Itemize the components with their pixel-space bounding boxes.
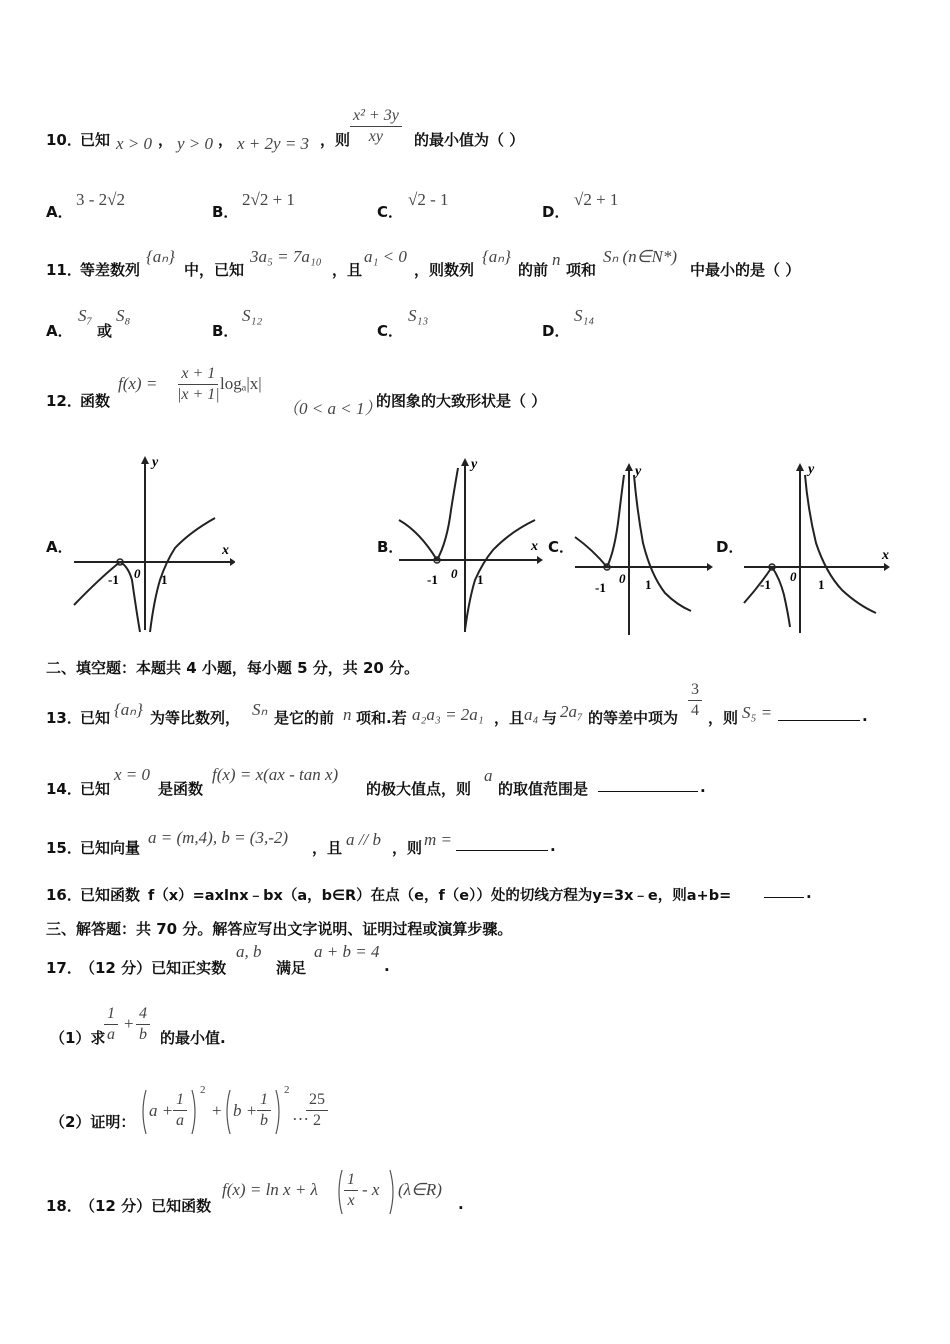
q10-option-a: 3 - 2√2 xyxy=(76,190,125,209)
q15-answer-blank[interactable] xyxy=(456,836,548,851)
q15-number: 15． xyxy=(46,839,82,857)
q18-end: . xyxy=(458,1195,464,1213)
fraction-denominator: 2 xyxy=(313,1112,321,1129)
fraction-numerator: 1 xyxy=(173,1090,187,1111)
q13-n: n xyxy=(343,705,352,724)
q17-part2-frac1 xyxy=(173,1090,187,1131)
y-axis-arrow xyxy=(461,458,469,466)
q16-statement: f（x）=axlnx﹣bx（a，b∈R）在点（e，f（e））处的切线方程为y=3x﹣e，则a+b= xyxy=(148,888,732,904)
q18-number: 18． xyxy=(46,1197,82,1215)
q10-option-d: √2 + 1 xyxy=(574,190,619,209)
origin-label: 0 xyxy=(451,566,458,581)
one-label: 1 xyxy=(645,577,652,592)
q10-cond-y: y > 0 xyxy=(177,134,214,153)
fraction-denominator: a xyxy=(176,1112,184,1129)
curve-right xyxy=(465,520,535,630)
q17-part1-fraction1 xyxy=(104,1004,118,1045)
curve-right xyxy=(150,518,215,632)
fraction-numerator: 4 xyxy=(136,1004,150,1025)
q13-s5: S₅ = xyxy=(742,703,773,722)
x-axis-arrow xyxy=(230,558,235,566)
q15-vectors: a = (m,4), b = (3,-2) xyxy=(148,828,289,847)
q11-option-a-or: 或 xyxy=(97,322,113,340)
y-label: y xyxy=(635,464,642,479)
q11-sequence: {aₙ} xyxy=(482,247,511,266)
q17-part1-label: （1）求 xyxy=(50,1029,106,1047)
q14-number: 14． xyxy=(46,780,82,798)
origin-label: 0 xyxy=(790,569,797,584)
q17-part2-square: 2 xyxy=(200,1084,206,1096)
fraction-numerator: 1 xyxy=(344,1170,358,1191)
x-axis-arrow xyxy=(707,563,713,571)
q12-graph-a xyxy=(70,450,235,635)
q11-sequence: {aₙ} xyxy=(146,247,175,266)
curve-left xyxy=(74,562,140,632)
q13-a4: a₄ xyxy=(524,705,539,724)
q17-ab: a, b xyxy=(236,942,262,961)
q13-sn: Sₙ xyxy=(252,700,268,719)
q13-text: 已知 xyxy=(80,709,111,727)
q12-number: 12． xyxy=(46,392,82,410)
fraction-numerator: 25 xyxy=(306,1090,328,1111)
q13-text: 是它的前 xyxy=(274,709,335,727)
q11-condition: 3a₅ = 7a₁₀ xyxy=(250,247,322,266)
fraction-denominator: a xyxy=(107,1026,115,1043)
q15-m: m = xyxy=(424,830,452,849)
q13-fraction xyxy=(688,680,702,721)
q11-option-c: S₁₃ xyxy=(408,306,429,325)
paren-open xyxy=(227,1090,230,1134)
fraction-denominator: b xyxy=(139,1026,147,1043)
neg-one-label: -1 xyxy=(427,572,438,587)
q11-option-d: S₁₄ xyxy=(574,306,595,325)
y-label: y xyxy=(808,462,815,477)
q11-number: 11． xyxy=(46,261,82,279)
q12-graph-b xyxy=(395,450,545,635)
q12-option-c-label: C． xyxy=(548,538,575,556)
q11-text: 项和 xyxy=(566,261,597,279)
q17-end: . xyxy=(384,957,390,975)
q11-option-b-label: B． xyxy=(212,322,239,340)
q10-option-a-label: A． xyxy=(46,203,73,221)
q14-text: 的取值范围是 xyxy=(498,780,589,798)
q18-function: f(x) = ln x + λ xyxy=(222,1180,318,1199)
q11-option-a-label: A． xyxy=(46,322,73,340)
q10-cond-x: x > 0 xyxy=(116,134,153,153)
q14-answer-blank[interactable] xyxy=(598,777,698,792)
fraction-denominator: |x + 1| xyxy=(177,386,220,403)
q10-sep: ， xyxy=(158,131,174,149)
q17-part1-tail: 的最小值. xyxy=(160,1029,226,1047)
curve-left xyxy=(744,567,790,627)
q14-text: 的极大值点，则 xyxy=(366,780,472,798)
q11-text: 等差数列 xyxy=(80,261,141,279)
q11-sn: Sₙ (n∈N*) xyxy=(603,247,677,266)
q13-end: . xyxy=(862,707,868,725)
y-axis-arrow xyxy=(625,463,633,471)
q12-fraction xyxy=(174,364,223,405)
one-label: 1 xyxy=(818,577,825,592)
q11-n: n xyxy=(552,250,561,269)
x-label: x xyxy=(222,543,229,558)
curve-left xyxy=(575,475,624,567)
section-solution-heading: 三、解答题：共 70 分。解答应写出文字说明、证明过程或演算步骤。 xyxy=(46,920,513,938)
q11-text: 的前 xyxy=(518,261,549,279)
x-label: x xyxy=(882,548,889,563)
fraction-numerator: x + 1 xyxy=(178,364,218,385)
q12-graph-c xyxy=(573,455,713,637)
q18-fraction xyxy=(344,1170,358,1211)
q17-part2-square: 2 xyxy=(284,1084,290,1096)
curve-right xyxy=(634,475,691,611)
section-fill-in-heading: 二、填空题：本题共 4 小题，每小题 5 分，共 20 分。 xyxy=(46,659,420,677)
q11-text: ，则数列 xyxy=(414,261,475,279)
q10-cond-sum: x + 2y = 3 xyxy=(237,134,310,153)
paren-close xyxy=(192,1090,195,1134)
curve-right xyxy=(805,475,876,613)
q10-tail: 的最小值为（ ） xyxy=(414,131,525,149)
fraction-denominator: b xyxy=(260,1112,268,1129)
y-label: y xyxy=(471,457,478,472)
q18-text: （12 分）已知函数 xyxy=(80,1197,212,1215)
q10-number: 10． xyxy=(46,131,82,149)
x-axis-arrow xyxy=(884,563,890,571)
q14-function: f(x) = x(ax - tan x) xyxy=(212,765,339,784)
q17-part1-plus: + xyxy=(124,1014,134,1033)
q14-text: 已知 xyxy=(80,780,111,798)
q11-text: ，且 xyxy=(332,261,363,279)
q13-text: 的等差中项为 xyxy=(588,709,679,727)
q12-option-b-label: B． xyxy=(377,538,404,556)
origin-label: 0 xyxy=(134,566,141,581)
q12-option-a-label: A． xyxy=(46,538,73,556)
q16-text: 已知函数 xyxy=(80,886,141,904)
q17-part2-plus: + xyxy=(212,1101,222,1120)
paren-open xyxy=(143,1090,146,1134)
neg-one-label: -1 xyxy=(595,580,606,595)
q12-function: f(x) = xyxy=(118,374,158,393)
q17-text: 满足 xyxy=(276,959,307,977)
q10-fraction xyxy=(350,106,402,147)
q17-part2-rhs xyxy=(306,1090,328,1131)
q14-end: . xyxy=(700,778,706,796)
fraction-denominator: 4 xyxy=(691,702,699,719)
q17-condition: a + b = 4 xyxy=(314,942,380,961)
q12-graph-d xyxy=(742,455,897,637)
q11-option-a: S₇ xyxy=(78,306,93,325)
q10-text: 已知 xyxy=(80,131,111,149)
q12-text: 函数 xyxy=(80,392,111,410)
q13-number: 13． xyxy=(46,709,82,727)
fraction-numerator: 3 xyxy=(688,680,702,701)
paren-open xyxy=(339,1170,342,1214)
q11-option-d-label: D． xyxy=(542,322,570,340)
origin-label: 0 xyxy=(619,571,626,586)
y-axis-arrow xyxy=(796,463,804,471)
x-axis-arrow xyxy=(537,556,543,564)
q10-option-b-label: B． xyxy=(212,203,239,221)
curve-left xyxy=(399,468,458,560)
q10-option-b: 2√2 + 1 xyxy=(242,190,295,209)
fraction-numerator: 1 xyxy=(257,1090,271,1111)
q11-option-c-label: C． xyxy=(377,322,404,340)
q17-part1-fraction2 xyxy=(136,1004,150,1045)
q15-text: ，且 xyxy=(312,839,343,857)
q14-a: a xyxy=(484,766,493,785)
q15-end: . xyxy=(550,837,556,855)
q17-part2-expr1: a + xyxy=(149,1101,174,1120)
q10-sep: ，则 xyxy=(320,131,351,149)
q13-condition: a₂a₃ = 2a₁ xyxy=(412,705,484,724)
q11-text: 中最小的是（ ） xyxy=(690,261,801,279)
q12-condition: （0 < a < 1） xyxy=(282,399,382,418)
neg-one-label: -1 xyxy=(108,572,119,587)
q15-parallel: a // b xyxy=(346,830,381,849)
y-label: y xyxy=(152,455,159,470)
y-axis-arrow xyxy=(141,456,149,464)
q16-end: . xyxy=(806,884,812,902)
q17-part2-frac2 xyxy=(257,1090,271,1131)
fraction-denominator: xy xyxy=(368,128,383,145)
q10-option-c-label: C． xyxy=(377,203,404,221)
q13-text: 为等比数列， xyxy=(150,709,241,727)
q10-option-d-label: D． xyxy=(542,203,570,221)
q14-condition: x = 0 xyxy=(114,765,151,784)
q12-option-d-label: D． xyxy=(716,538,744,556)
q17-number: 17． xyxy=(46,959,82,977)
q13-text: 项和.若 xyxy=(356,709,407,727)
q17-part2-expr2: b + xyxy=(233,1101,258,1120)
neg-one-label: -1 xyxy=(760,577,771,592)
q13-text: 与 xyxy=(542,709,558,727)
q15-text: 已知向量 xyxy=(80,839,141,857)
q11-text: 中，已知 xyxy=(184,261,245,279)
fraction-numerator: x² + 3y xyxy=(350,106,402,127)
q13-sequence: {aₙ} xyxy=(114,700,143,719)
q13-text: ，则 xyxy=(708,709,739,727)
q14-text: 是函数 xyxy=(158,780,204,798)
q18-minus-x: - x xyxy=(362,1180,380,1199)
q16-answer-blank[interactable] xyxy=(764,883,804,898)
fraction-denominator: x xyxy=(347,1192,355,1209)
one-label: 1 xyxy=(477,572,484,587)
one-label: 1 xyxy=(161,572,168,587)
q13-a7: 2a₇ xyxy=(560,702,583,721)
paren-close xyxy=(390,1170,393,1214)
q11-option-a2: S₈ xyxy=(116,306,131,325)
q10-sep: ， xyxy=(218,131,234,149)
q12-tail: 的图象的大致形状是（ ） xyxy=(376,392,547,410)
q11-option-b: S₁₂ xyxy=(242,306,263,325)
q17-part2-ge: … xyxy=(292,1105,309,1124)
q18-condition: (λ∈R) xyxy=(398,1180,442,1199)
paren-close xyxy=(276,1090,279,1134)
q13-answer-blank[interactable] xyxy=(778,706,860,721)
x-label: x xyxy=(531,539,538,554)
q13-text: ，且 xyxy=(494,709,525,727)
q11-condition: a₁ < 0 xyxy=(364,247,407,266)
q17-part2-label: （2）证明： xyxy=(50,1113,136,1131)
q17-text: （12 分）已知正实数 xyxy=(80,959,227,977)
fraction-numerator: 1 xyxy=(104,1004,118,1025)
q12-log: logₐ|x| xyxy=(220,374,262,393)
q16-number: 16． xyxy=(46,886,82,904)
q15-text: ，则 xyxy=(392,839,423,857)
q10-option-c: √2 - 1 xyxy=(408,190,449,209)
